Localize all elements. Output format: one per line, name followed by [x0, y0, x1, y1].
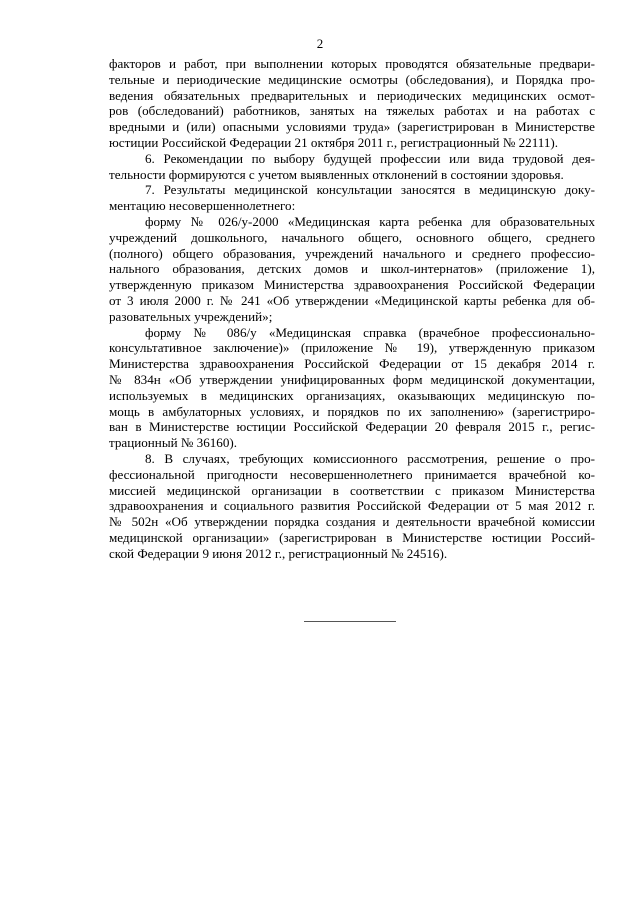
text-line: 6. Рекомендации по выбору будущей профессии или вида трудовой дея-	[145, 150, 595, 166]
text-line: форму № 086/у «Медицинская справка (врачебное профессионально-	[145, 324, 595, 340]
text-line: трационный № 36160).	[109, 435, 238, 451]
text-line: тельности формируются с учетом выявленных отклонений в состоянии здоровья.	[109, 166, 564, 182]
text-line: фессиональной пригодности несовершеннолетнего принимается врачебной ко-	[109, 466, 595, 482]
document-body	[109, 56, 595, 562]
text-line: форму № 026/у-2000 «Медицинская карта ребенка для образовательных	[145, 213, 595, 229]
text-line: консультативное заключение)» (приложение № 19), утвержденную приказом	[109, 340, 595, 356]
text-line: ментацию несовершеннолетнего:	[109, 198, 296, 214]
text-line: мощь в амбулаторных условиях, и порядков по их заполнению» (зарегистриро-	[109, 403, 595, 419]
text-line: учреждений дошкольного, начального общего, основного общего, среднего	[109, 229, 595, 245]
text-line: 7. Результаты медицинской консультации заносятся в медицинскую доку-	[145, 182, 595, 198]
text-line: здравоохранения и социального развития Российской Федерации от 5 мая 2012 г.	[109, 498, 595, 514]
end-separator-line	[304, 621, 396, 622]
text-line: утвержденную приказом Министерства здравоохранения Российской Федерации	[109, 277, 595, 293]
text-line: миссией медицинской организации в соответствии с приказом Министерства	[109, 482, 595, 498]
text-line: № 502н «Об утверждении порядка создания и деятельности врачебной комиссии	[109, 514, 595, 530]
text-line: (полного) общего образования, учреждений начального и среднего профессио-	[109, 245, 595, 261]
text-line: медицинской организации» (зарегистрирован в Министерстве юстиции Россий-	[109, 529, 595, 545]
text-line: ров (обследований) работников, занятых на тяжелых работах и на работах с	[109, 103, 595, 119]
text-line: вредными и (или) опасными условиями труда» (зарегистрирован в Министерстве	[109, 119, 595, 135]
text-line: Министерства здравоохранения Российской Федерации от 15 декабря 2014 г.	[109, 356, 595, 372]
text-line: юстиции Российской Федерации 21 октября 2011 г., регистрационный № 22111).	[109, 134, 559, 150]
text-line: ван в Министерстве юстиции Российской Федерации 20 февраля 2015 г., регис-	[109, 419, 595, 435]
text-line: ведения обязательных предварительных и периодических медицинских осмот-	[109, 87, 595, 103]
text-line: тельные и периодические медицинские осмотры (обследования), и Порядка про-	[109, 71, 595, 87]
text-line: используемых в медицинских организациях, оказывающих медицинскую по-	[109, 387, 595, 403]
text-line: нального образования, детских домов и школ-интернатов» (приложение 1),	[109, 261, 595, 277]
text-line: факторов и работ, при выполнении которых проводятся обязательные предвари-	[109, 56, 595, 71]
page-number: 2	[316, 36, 324, 51]
text-line: № 834н «Об утверждении унифицированных форм медицинской документации,	[109, 371, 595, 387]
text-line: 8. В случаях, требующих комиссионного рассмотрения, решение о про-	[145, 450, 595, 466]
text-line: разовательных учреждений»;	[109, 308, 273, 324]
text-line: ской Федерации 9 июня 2012 г., регистрационный № 24516).	[109, 545, 448, 561]
text-line: от 3 июля 2000 г. № 241 «Об утверждении «Медицинской карты ребенка для об-	[109, 292, 595, 308]
